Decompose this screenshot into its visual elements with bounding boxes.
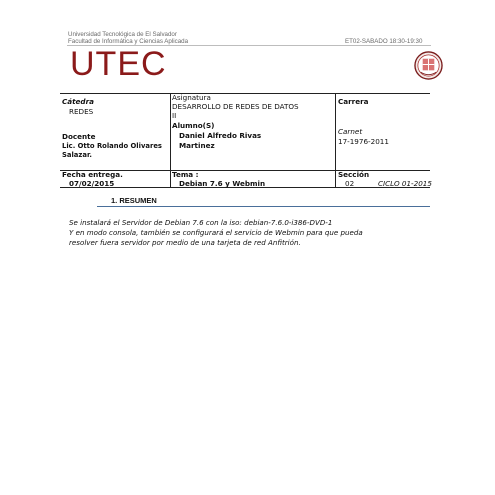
alumno-1: Daniel Alfredo Rivas <box>179 131 262 140</box>
fecha-label: Fecha entrega. <box>62 170 123 179</box>
schedule-text: ET02-SABADO 18:30-19:30 <box>345 38 423 45</box>
table-col-divider-1 <box>170 93 171 187</box>
fecha-value: 07/02/2015 <box>69 179 115 188</box>
docente-label: Docente <box>62 132 96 141</box>
carrera-label: Carrera <box>338 97 369 106</box>
tema-label: Tema : <box>172 170 199 179</box>
summary-line-2: Y en modo consola, también se configurará el servicio de Webmin para que pueda <box>69 228 363 237</box>
asignatura-label: Asignatura <box>172 93 211 102</box>
carnet-label: Carnet <box>338 127 363 136</box>
seccion-label: Sección <box>338 170 370 179</box>
docente-value-1: Lic. Otto Rolando Olivares <box>62 142 162 150</box>
alumnos-label: Alumno(S) <box>172 121 215 130</box>
utec-logo: UTEC <box>70 45 167 83</box>
faculty-name: Facultad de Informática y Ciencias Aplicada <box>68 38 189 45</box>
asignatura-value-2: II <box>172 111 177 120</box>
summary-line-1: Se instalará el Servidor de Debian 7.6 con la iso: debian-7.6.0-i386-DVD-1 <box>69 218 333 227</box>
catedra-label: Cátedra <box>62 97 94 106</box>
table-top-border <box>60 93 430 94</box>
alumno-2: Martinez <box>179 141 215 150</box>
table-col-divider-2 <box>335 93 336 187</box>
summary-line-3: resolver fuera servidor por medio de una tarjeta de red Anfitrión. <box>69 238 301 247</box>
catedra-value: REDES <box>69 107 94 116</box>
asignatura-value-1: DESARROLLO DE REDES DE DATOS <box>172 102 299 111</box>
tema-value: Debian 7.6 y Webmin <box>179 179 266 188</box>
section-title: 1. RESUMEN <box>111 196 157 205</box>
ciclo-value: CICLO 01-2015 <box>378 179 432 188</box>
docente-value-2: Salazar. <box>62 151 92 159</box>
carnet-value: 17-1976-2011 <box>338 137 389 146</box>
seccion-value: 02 <box>345 179 355 188</box>
section-rule <box>97 206 430 207</box>
university-seal-icon <box>414 51 443 80</box>
university-name: Universidad Tecnológica de El Salvador <box>68 31 177 38</box>
